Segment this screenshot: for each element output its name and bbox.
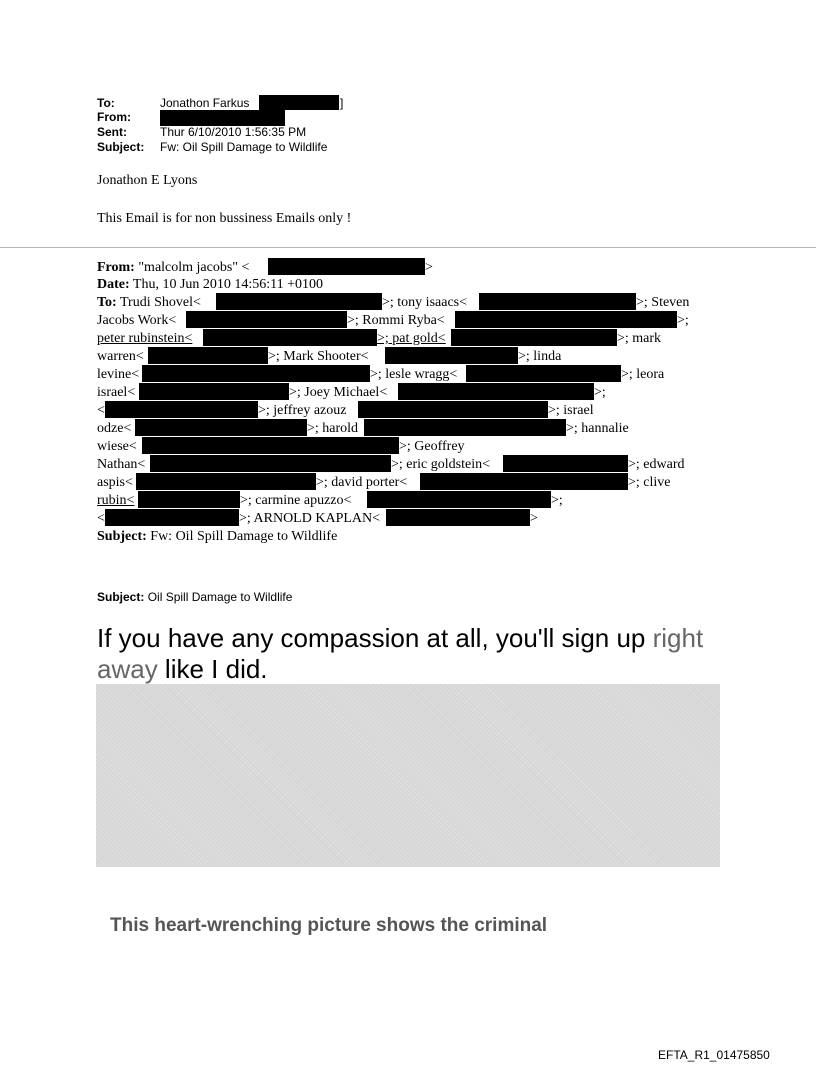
bates-number: EFTA_R1_01475850 [658, 1048, 770, 1062]
redaction-box [150, 455, 391, 472]
fwd-subject-label: Subject: [97, 529, 147, 544]
redaction-box [259, 95, 339, 110]
body-subject-label: Subject: [97, 590, 145, 604]
redaction-box [451, 329, 617, 346]
redaction-box [358, 401, 548, 418]
recipient-text: >; linda [518, 349, 562, 364]
recipient-text: israel< [97, 385, 136, 400]
signature-note: This Email is for non bussiness Emails only ! [97, 211, 352, 226]
headline-text: like I did. [157, 654, 268, 684]
redaction-box [455, 311, 677, 328]
recipient-text: >; mark [617, 331, 662, 346]
recipient-text: >; ARNOLD KAPLAN< [239, 511, 381, 526]
redaction-box [160, 110, 285, 126]
headline-text: If you have any compassion at all, you'll sign up [97, 623, 653, 653]
fwd-from-label: From: [97, 260, 135, 275]
signature-name: Jonathon E Lyons [97, 173, 198, 188]
recipient-line [97, 294, 201, 311]
recipient-text: < [97, 511, 105, 526]
body-subject-value: Oil Spill Damage to Wildlife [147, 590, 293, 604]
picture-caption: This heart-wrenching picture shows the criminal [110, 915, 548, 936]
recipient-text: rubin< [97, 493, 135, 508]
to-label: To: [97, 96, 115, 110]
redaction-box [105, 509, 239, 526]
redaction-box [385, 347, 518, 364]
recipient-text: > [530, 511, 538, 526]
recipient-text: >; [677, 313, 689, 328]
redaction-box [420, 473, 628, 490]
from-label: From: [97, 110, 131, 124]
recipient-text: Nathan< [97, 457, 146, 472]
recipient-text: >; eric goldstein< [391, 457, 490, 472]
recipient-text: >; clive [628, 475, 671, 490]
recipient-text: Jacobs Work< [97, 313, 177, 328]
recipient-text: >; jeffrey azouz [258, 403, 347, 418]
recipient-text: >; Steven [636, 295, 690, 310]
redaction-box [142, 365, 370, 382]
recipient-text: aspis< [97, 475, 133, 490]
sign-up-link[interactable]: away [97, 654, 158, 684]
recipient-text: odze< [97, 421, 132, 436]
recipient-text: >; harold [307, 421, 359, 436]
recipient-text: >; Rommi Ryba< [347, 313, 445, 328]
fwd-date-line [97, 276, 323, 293]
recipient-text: >; pat gold< [377, 331, 446, 346]
redaction-box [479, 293, 636, 310]
fwd-date-label: Date: [97, 277, 130, 292]
redaction-box [268, 258, 425, 275]
recipient-text: >; [594, 385, 606, 400]
fwd-from-line [97, 259, 249, 276]
recipient-text: >; tony isaacs< [382, 295, 467, 310]
redaction-box [136, 473, 316, 490]
recipient-text: < [97, 403, 105, 418]
redaction-box [148, 347, 268, 364]
redaction-box [105, 401, 258, 418]
redaction-box [466, 365, 621, 382]
recipient-text: >; lesle wragg< [370, 367, 458, 382]
fwd-subject-line [97, 528, 337, 545]
to-value: Jonathon Farkus [160, 96, 250, 110]
recipient-text: Trudi Shovel< [119, 295, 201, 310]
redaction-box [138, 491, 240, 508]
recipient-text: >; israel [548, 403, 594, 418]
redaction-box [139, 383, 289, 400]
subject-label: Subject: [97, 140, 145, 154]
recipient-text: >; edward [628, 457, 685, 472]
fwd-subject-value: Fw: Oil Spill Damage to Wildlife [150, 529, 338, 544]
recipient-text: >; Joey Michael< [289, 385, 388, 400]
fwd-from-value: "malcolm jacobs" < [138, 260, 250, 275]
recipient-text: peter rubinstein< [97, 331, 193, 346]
recipient-text: >; [551, 493, 563, 508]
fwd-to-label: To: [97, 295, 117, 310]
recipient-text: warren< [97, 349, 144, 364]
recipient-text: levine< [97, 367, 140, 382]
body-subject-line [97, 590, 292, 604]
redaction-box [386, 509, 530, 526]
redaction-box [398, 383, 594, 400]
image-placeholder [96, 684, 720, 867]
redaction-box [367, 491, 551, 508]
recipient-text: >; hannalie [566, 421, 629, 436]
recipient-text: >; leora [621, 367, 665, 382]
divider [0, 247, 816, 248]
subject-value: Fw: Oil Spill Damage to Wildlife [160, 140, 328, 154]
redaction-box [203, 329, 377, 346]
fwd-date-value: Thu, 10 Jun 2010 14:56:11 +0100 [132, 277, 324, 292]
recipient-text: >; david porter< [316, 475, 408, 490]
redaction-box [503, 455, 628, 472]
sent-value: Thur 6/10/2010 1:56:35 PM [160, 125, 307, 139]
redaction-box [186, 311, 347, 328]
redaction-box [364, 419, 566, 436]
sent-label: Sent: [97, 125, 127, 139]
redaction-box [135, 419, 307, 436]
recipient-text: >; Mark Shooter< [268, 349, 369, 364]
recipient-text: wiese< [97, 439, 137, 454]
redaction-box [216, 293, 382, 310]
recipient-text: >; Geoffrey [399, 439, 465, 454]
recipient-text: >; carmine apuzzo< [240, 493, 352, 508]
fwd-from-close: > [425, 260, 433, 275]
headline [97, 623, 737, 685]
to-suffix: ] [340, 96, 344, 110]
redaction-box [142, 437, 399, 454]
sign-up-link[interactable]: right [652, 623, 704, 653]
